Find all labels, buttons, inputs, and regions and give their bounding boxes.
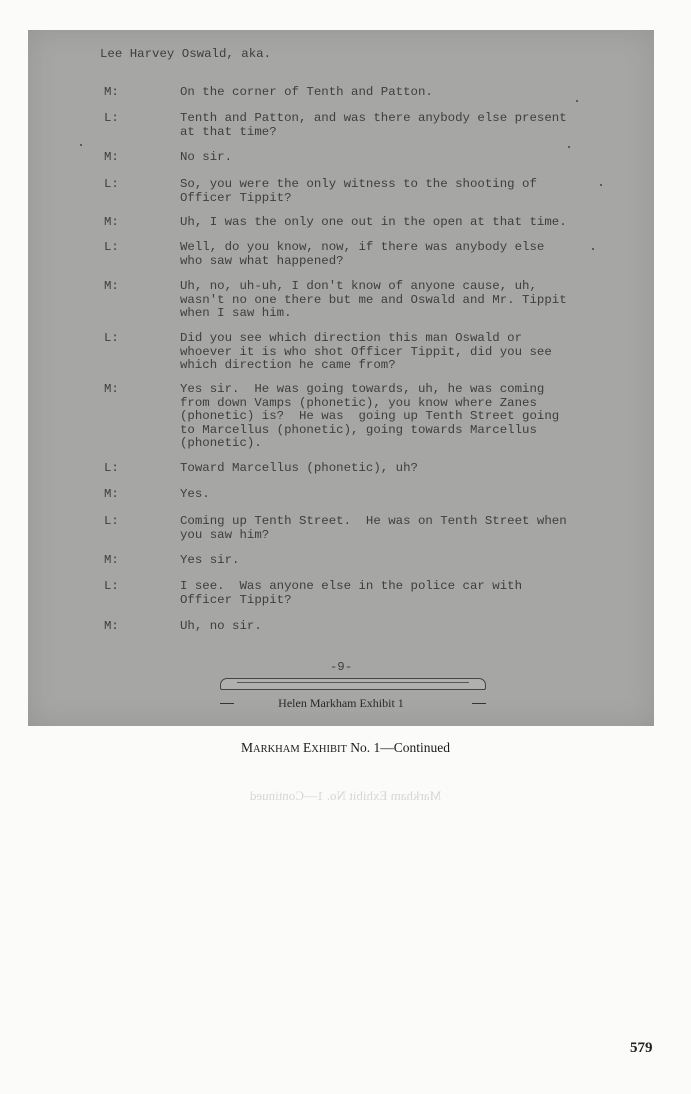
speaker-label: L: xyxy=(104,331,119,345)
speaker-label: M: xyxy=(104,150,119,164)
dust-speck xyxy=(80,144,82,146)
speaker-label: M: xyxy=(104,619,119,633)
speech-text: Uh, no sir. xyxy=(180,619,262,633)
speech-text: Yes. xyxy=(180,487,210,501)
speaker-label: L: xyxy=(104,240,119,254)
transcript-header: Lee Harvey Oswald, aka. xyxy=(100,47,272,61)
transcript-page-number: -9- xyxy=(329,660,353,674)
speech-text: So, you were the only witness to the shooting of Officer Tippit? xyxy=(180,177,537,205)
speech-text: Did you see which direction this man Oswald or whoever it is who shot Officer Tippit, did you see which direction he came from? xyxy=(180,331,552,372)
speech-text: Yes sir. xyxy=(180,553,240,567)
caption-smallcaps: ARKHAM xyxy=(253,744,300,755)
caption-suffix: No. 1—Continued xyxy=(350,740,450,755)
speaker-label: L: xyxy=(104,579,119,593)
speaker-label: M: xyxy=(104,553,119,567)
speech-text: Yes sir. He was going towards, uh, he was coming from down Vamps (phonetic), you know where Zanes (phonetic) is? He was going up Tenth Street going to Marcellus (phonetic), going towards Marcellus (phonetic). xyxy=(180,382,560,450)
speech-text: On the corner of Tenth and Patton. xyxy=(180,85,433,99)
speaker-label: L: xyxy=(104,177,119,191)
speaker-label: L: xyxy=(104,461,119,475)
exhibit-photo xyxy=(28,30,654,726)
caption-initial: M xyxy=(240,740,253,755)
bleed-through-text: Markham Exhibit No. 1—Continued xyxy=(249,788,442,803)
speaker-label: M: xyxy=(104,85,119,99)
speech-text: Coming up Tenth Street. He was on Tenth Street when you saw him? xyxy=(180,514,567,542)
speaker-label: L: xyxy=(104,111,119,125)
dust-speck xyxy=(576,100,578,102)
speaker-label: M: xyxy=(104,215,119,229)
speaker-label: M: xyxy=(104,279,119,293)
speech-text: Well, do you know, now, if there was anybody else who saw what happened? xyxy=(180,240,545,268)
speaker-label: L: xyxy=(104,514,119,528)
speaker-label: M: xyxy=(104,382,119,396)
speech-text: Tenth and Patton, and was there anybody else present at that time? xyxy=(180,111,567,139)
dust-speck xyxy=(600,184,602,186)
speech-text: Toward Marcellus (phonetic), uh? xyxy=(180,461,418,475)
speech-text: Uh, I was the only one out in the open at that time. xyxy=(180,215,567,229)
speech-text: I see. Was anyone else in the police car with Officer Tippit? xyxy=(180,579,523,607)
speaker-label: M: xyxy=(104,487,119,501)
exhibit-label: Helen Markham Exhibit 1 xyxy=(278,696,404,710)
page-folio: 579 xyxy=(630,1040,653,1056)
speech-text: No sir. xyxy=(180,150,233,164)
exhibit-tab-strip xyxy=(220,678,486,690)
caption-initial: E xyxy=(303,740,312,755)
speech-text: Uh, no, uh-uh, I don't know of anyone cause, uh, wasn't no one there but me and Oswald and Mr. Tippit when I saw him. xyxy=(180,279,567,320)
figure-caption xyxy=(0,740,691,756)
caption-smallcaps: XHIBIT xyxy=(311,744,347,755)
dust-speck xyxy=(568,146,570,148)
caption-dash xyxy=(472,703,486,704)
dust-speck xyxy=(592,248,594,250)
